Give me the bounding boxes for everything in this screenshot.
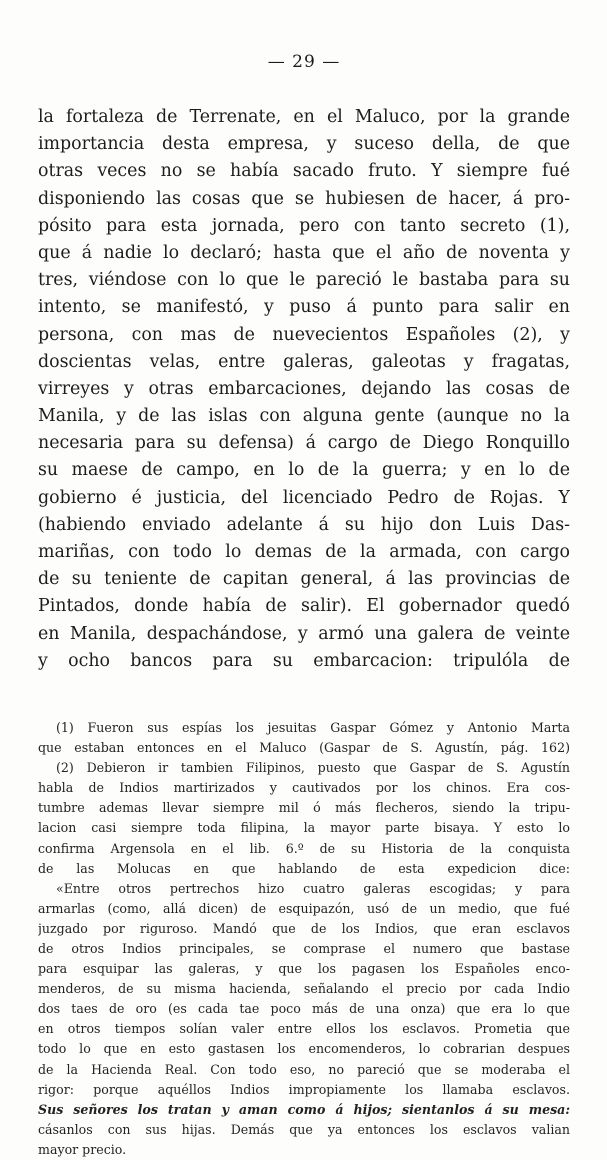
footnote-line: en otros tiempos solían valer entre ellos los esclavos. Prometia que — [38, 1021, 570, 1037]
text-line: doscientas velas, entre galeras, galeotas y fragatas, — [38, 351, 570, 372]
footnote-line: de la Hacienda Real. Con todo eso, no pareció que se moderaba el — [38, 1061, 570, 1077]
text-line: virreyes y otras embarcaciones, dejando las cosas de — [38, 378, 570, 399]
footnote-line: (2) Debieron ir tambien Filipinos, puesto que Gaspar de S. Agustín — [56, 760, 570, 776]
text-line: su maese de campo, en lo de la guerra; y en lo de — [38, 460, 570, 481]
page-number: — 29 — — [267, 52, 341, 72]
footnote-line: todo lo que en esto gastasen los encomenderos, lo cobrarian despues — [38, 1041, 570, 1057]
footnote-line: armarlas (como, allá dicen) de esquipazón, usó de un medio, que fué — [38, 900, 570, 916]
footnote-line: cásanlos con sus hijas. Demás que ya entonces los esclavos valian — [38, 1121, 570, 1137]
text-line: (habiendo enviado adelante á su hijo don Luis Das- — [38, 514, 570, 535]
footnote-line: lacion casi siempre toda filipina, la mayor parte bisaya. Y esto lo — [38, 820, 570, 836]
text-line: mariñas, con todo lo demas de la armada, con cargo — [38, 542, 570, 562]
footnotes — [38, 718, 570, 1160]
footnote-line: (1) Fueron sus espías los jesuitas Gaspar Gómez y Antonio Marta — [56, 719, 570, 735]
footnote-line: Sus señores los tratan y aman como á hijos; sientanlos á su mesa: — [38, 1101, 570, 1117]
text-line: la fortaleza de Terrenate, en el Maluco, por la grande — [38, 107, 570, 127]
footnote-line: habla de Indios martirizados y cautivados por los chinos. Era cos- — [38, 780, 570, 796]
book-page — [38, 52, 570, 1160]
text-line: disponiendo las cosas que se hubiesen de hacer, á pro- — [38, 188, 570, 209]
footnote-line: rigor: porque aquéllos Indios impropiamente los llamaba esclavos. — [38, 1081, 570, 1097]
footnote-line: para esquipar las galeras, y que los pagasen los Españoles enco- — [38, 961, 570, 977]
footnote-line: menderos, de su misma hacienda, señalando el precio por cada Indio — [38, 981, 570, 997]
main-text — [38, 104, 570, 675]
footnote-line: mayor precio. — [38, 1141, 127, 1157]
footnote-line: confirma Argensola en el lib. 6.º de su Historia de la conquista — [38, 840, 570, 856]
footnote-line: de las Molucas en que hablando de esta expedicion dice: — [38, 860, 570, 876]
text-line: intento, se manifestó, y puso á punto para salir en — [38, 297, 570, 318]
text-line: persona, con mas de nuevecientos Españoles (2), y — [38, 324, 570, 345]
text-line: pósito para esta jornada, pero con tanto secreto (1), — [38, 215, 570, 236]
text-line: de su teniente de capitan general, á las provincias de — [38, 569, 570, 590]
text-line: gobierno é justicia, del licenciado Pedro de Rojas. Y — [38, 487, 570, 508]
footnote-line: dos taes de oro (es cada tae poco más de una onza) que era lo que — [38, 1001, 570, 1017]
footnote-line: tumbre ademas llevar siempre mil ó más flecheros, siendo la tripu- — [38, 800, 570, 816]
footnote-line: «Entre otros pertrechos hizo cuatro galeras escogidas; y para — [56, 880, 570, 896]
text-line: que á nadie lo declaró; hasta que el año de noventa y — [38, 242, 570, 263]
text-line: importancia desta empresa, y suceso della, de que — [38, 134, 570, 155]
text-line: tres, viéndose con lo que le pareció le bastaba para su — [38, 270, 570, 291]
footnote-line: que estaban entonces en el Maluco (Gaspar de S. Agustín, pág. 162) — [38, 740, 570, 756]
text-line: necesaria para su defensa) á cargo de Diego Ronquillo — [38, 433, 570, 454]
footnote-line: juzgado por riguroso. Mandó que de los Indios, que eran esclavos — [38, 920, 570, 936]
text-line: y ocho bancos para su embarcacion: tripulóla de — [38, 650, 570, 671]
text-line: Pintados, donde había de salir). El gobernador quedó — [38, 596, 570, 617]
footnote-line: de otros Indios principales, se comprase el numero que bastase — [38, 940, 570, 956]
text-line: Manila, y de las islas con alguna gente (aunque no la — [38, 406, 570, 427]
text-line: otras veces no se había sacado fruto. Y siempre fué — [38, 161, 570, 182]
text-line: en Manila, despachándose, y armó una galera de veinte — [38, 623, 570, 644]
